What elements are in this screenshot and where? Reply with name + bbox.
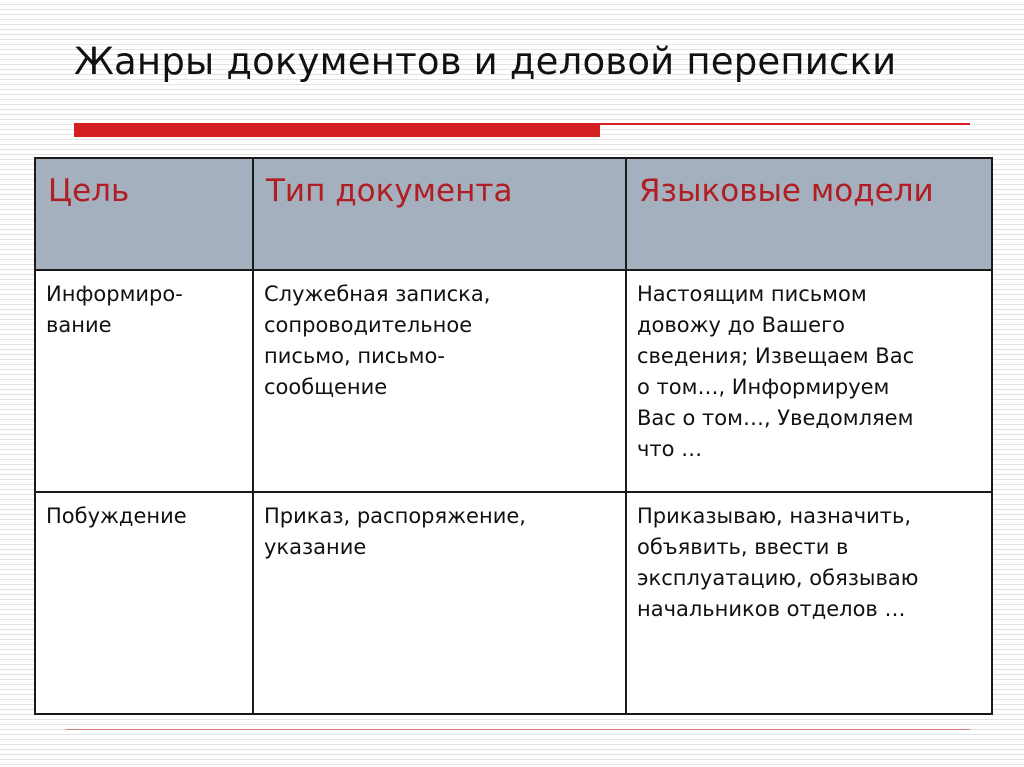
- cell-goal: [35, 492, 253, 714]
- cell-language-models-text: Настоящим письмом довожу до Вашего сведения; Извещаем Вас о том…, Информируем Вас о том…, Уведомляем что …: [637, 282, 915, 461]
- cell-language-models: [626, 492, 992, 714]
- cell-language-models-text: Приказываю, назначить, объявить, ввести в эксплуатацию, обязываю начальников отделов …: [637, 504, 919, 621]
- cell-goal-text: Побуждение: [46, 504, 187, 528]
- header-goal: Цель: [35, 158, 253, 270]
- title-underline-thick: [74, 123, 600, 137]
- cell-language-models: [626, 270, 992, 492]
- table-row: [35, 270, 992, 492]
- cell-goal-text: Информиро- вание: [46, 282, 183, 337]
- title-underline-thin: [598, 123, 970, 125]
- cell-document-type: [253, 270, 626, 492]
- table-row: [35, 492, 992, 714]
- cell-goal: [35, 270, 253, 492]
- header-document-type: Тип документа: [253, 158, 626, 270]
- cell-document-type: [253, 492, 626, 714]
- header-language-models: Языковые модели: [626, 158, 992, 270]
- table-header-row: [35, 158, 992, 270]
- cell-document-type-text: Приказ, распоряжение, указание: [264, 504, 526, 559]
- slide-title: Жанры документов и деловой переписки: [74, 40, 897, 83]
- cell-document-type-text: Служебная записка, сопроводительное письмо, письмо- сообщение: [264, 282, 491, 399]
- document-genres-table: [34, 157, 993, 715]
- bottom-divider: [66, 729, 970, 730]
